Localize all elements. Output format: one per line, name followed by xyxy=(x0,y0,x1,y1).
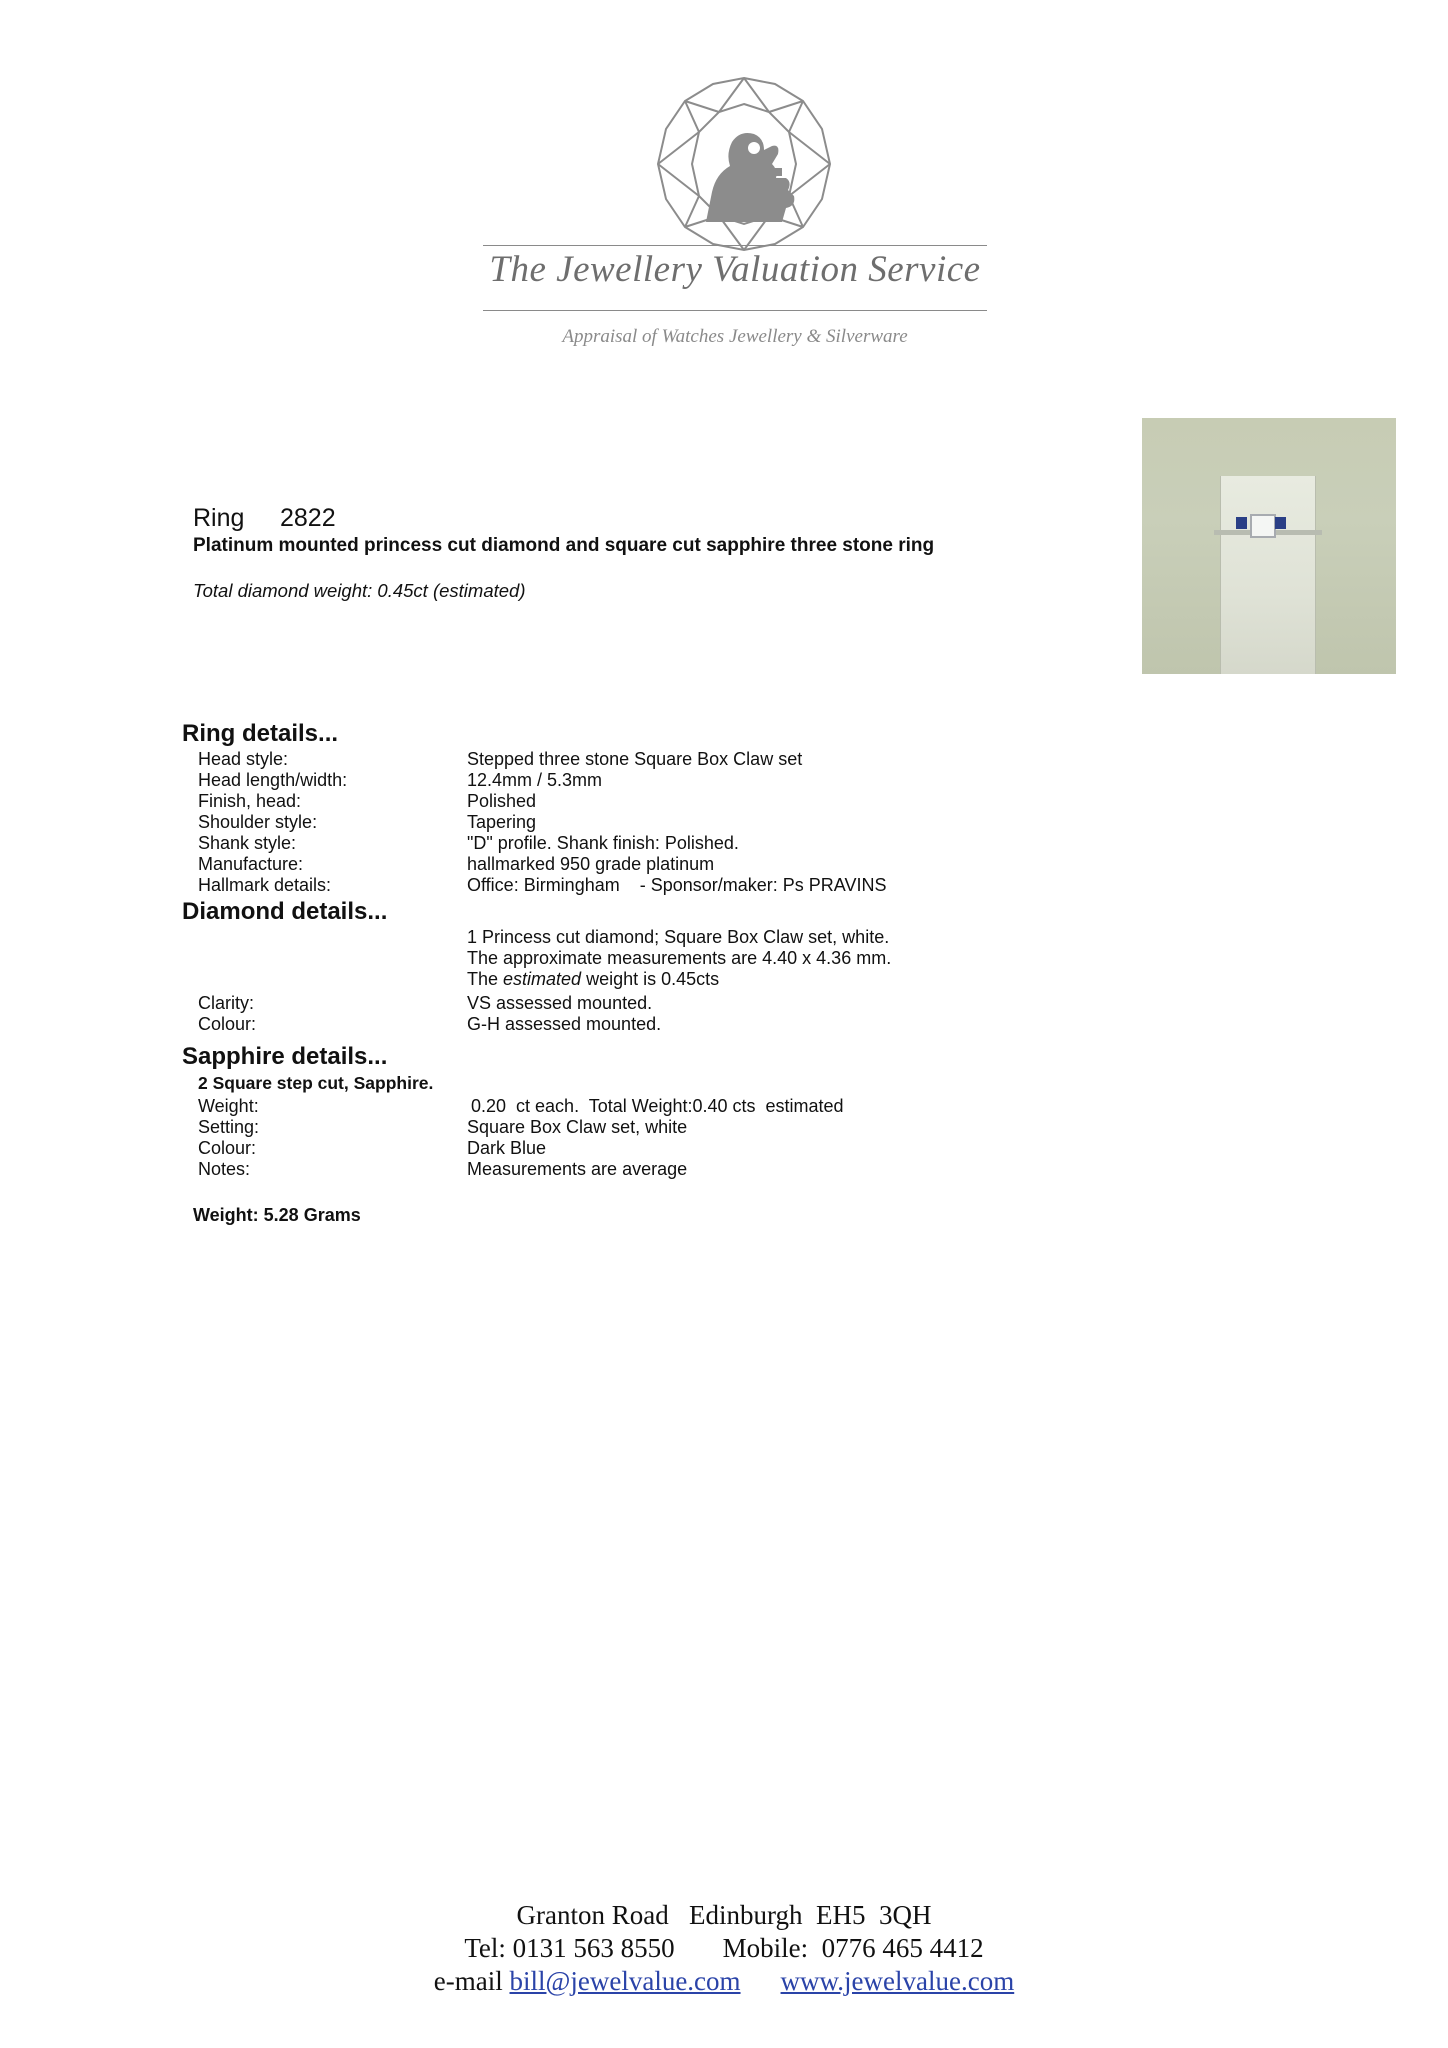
company-logo xyxy=(654,74,834,254)
diamond-detail-row xyxy=(0,992,1448,1014)
item-description: Platinum mounted princess cut diamond and square cut sapphire three stone ring xyxy=(193,535,935,556)
detail-value: Dark Blue xyxy=(467,1138,547,1158)
detail-label: Colour: xyxy=(198,1138,257,1158)
company-name: The Jewellery Valuation Service xyxy=(489,249,981,290)
item-type: Ring xyxy=(193,504,245,532)
detail-value: Office: Birmingham - Sponsor/maker: Ps PRAVINS xyxy=(467,875,887,895)
diamond-weight-suffix: weight is 0.45cts xyxy=(581,969,720,989)
sapphire-detail-row xyxy=(0,1137,1448,1159)
sapphire-stone-left xyxy=(1236,517,1247,529)
detail-label: Shank style: xyxy=(198,833,297,853)
ring-detail-row xyxy=(0,811,1448,833)
ring-display-card xyxy=(1220,476,1316,674)
detail-label: Finish, head: xyxy=(198,791,302,811)
ring-detail-row xyxy=(0,853,1448,875)
address-text: Granton Road Edinburgh EH5 3QH xyxy=(516,1900,932,1930)
diamond-detail-row xyxy=(0,1013,1448,1035)
detail-label: Head style: xyxy=(198,749,289,769)
letterhead-bottom-rule xyxy=(483,310,987,311)
email-link[interactable]: bill@jewelvalue.com xyxy=(509,1966,741,1996)
detail-value: Stepped three stone Square Box Claw set xyxy=(467,749,803,769)
letterhead-top-rule xyxy=(483,245,987,246)
detail-label: Hallmark details: xyxy=(198,875,332,895)
ring-detail-row xyxy=(0,874,1448,896)
diamond-detail-line xyxy=(0,947,1448,969)
mobile-number: Mobile: 0776 465 4412 xyxy=(722,1933,984,1963)
footer-address xyxy=(0,1900,1448,1931)
detail-value: Square Box Claw set, white xyxy=(467,1117,688,1137)
detail-value: 12.4mm / 5.3mm xyxy=(467,770,603,790)
company-tagline: Appraisal of Watches Jewellery & Silverware xyxy=(562,326,908,347)
detail-value: "D" profile. Shank finish: Polished. xyxy=(467,833,739,853)
website-link[interactable]: www.jewelvalue.com xyxy=(780,1966,1015,1996)
detail-value: 0.20 ct each. Total Weight:0.40 cts estimated xyxy=(471,1096,844,1116)
diamond-weight-line xyxy=(467,968,719,990)
detail-label: Clarity: xyxy=(198,993,255,1013)
ring-detail-row xyxy=(0,832,1448,854)
total-diamond-weight: Total diamond weight: 0.45ct (estimated) xyxy=(193,580,526,601)
sapphire-detail-row xyxy=(0,1095,1448,1117)
detail-value: VS assessed mounted. xyxy=(467,993,653,1013)
diamond-detail-line xyxy=(0,926,1448,948)
diamond-details-heading: Diamond details... xyxy=(182,898,388,925)
detail-label: Weight: xyxy=(198,1096,259,1116)
diamond-measurements-line: The approximate measurements are 4.40 x 4.36 mm. xyxy=(467,948,892,968)
detail-label: Head length/width: xyxy=(198,770,348,790)
diamond-weight-estimated: estimated xyxy=(503,969,582,989)
ring-detail-row xyxy=(0,769,1448,791)
detail-label: Shoulder style: xyxy=(198,812,318,832)
sapphire-subtitle: 2 Square step cut, Sapphire. xyxy=(198,1073,434,1093)
email-label: e-mail xyxy=(433,1966,503,1996)
detail-value: Tapering xyxy=(467,812,537,832)
telephone-number: Tel: 0131 563 8550 xyxy=(464,1933,675,1963)
detail-label: Notes: xyxy=(198,1159,251,1179)
diamond-stone-center xyxy=(1250,514,1276,538)
total-weight-grams: Weight: 5.28 Grams xyxy=(193,1205,361,1225)
detail-value: G-H assessed mounted. xyxy=(467,1014,662,1034)
diamond-weight-prefix: The xyxy=(467,969,504,989)
ring-detail-row xyxy=(0,790,1448,812)
detail-label: Colour: xyxy=(198,1014,257,1034)
sapphire-stone-right xyxy=(1275,517,1286,529)
sapphire-detail-row xyxy=(0,1116,1448,1138)
sapphire-detail-row xyxy=(0,1158,1448,1180)
ring-detail-row xyxy=(0,748,1448,770)
detail-value: Measurements are average xyxy=(467,1159,688,1179)
footer-contact xyxy=(0,1966,1448,1997)
sapphire-details-heading: Sapphire details... xyxy=(182,1043,388,1070)
ring-details-heading: Ring details... xyxy=(182,720,339,747)
ring-photo xyxy=(1142,418,1396,674)
detail-value: Polished xyxy=(467,791,537,811)
detail-label: Manufacture: xyxy=(198,854,304,874)
diamond-description-line: 1 Princess cut diamond; Square Box Claw set, white. xyxy=(467,927,890,947)
diamond-detail-line xyxy=(0,968,1448,990)
footer-phones xyxy=(0,1933,1448,1964)
jeweller-loupe-logo-icon xyxy=(654,74,834,254)
detail-label: Setting: xyxy=(198,1117,260,1137)
detail-value: hallmarked 950 grade platinum xyxy=(467,854,715,874)
item-number: 2822 xyxy=(280,504,336,532)
